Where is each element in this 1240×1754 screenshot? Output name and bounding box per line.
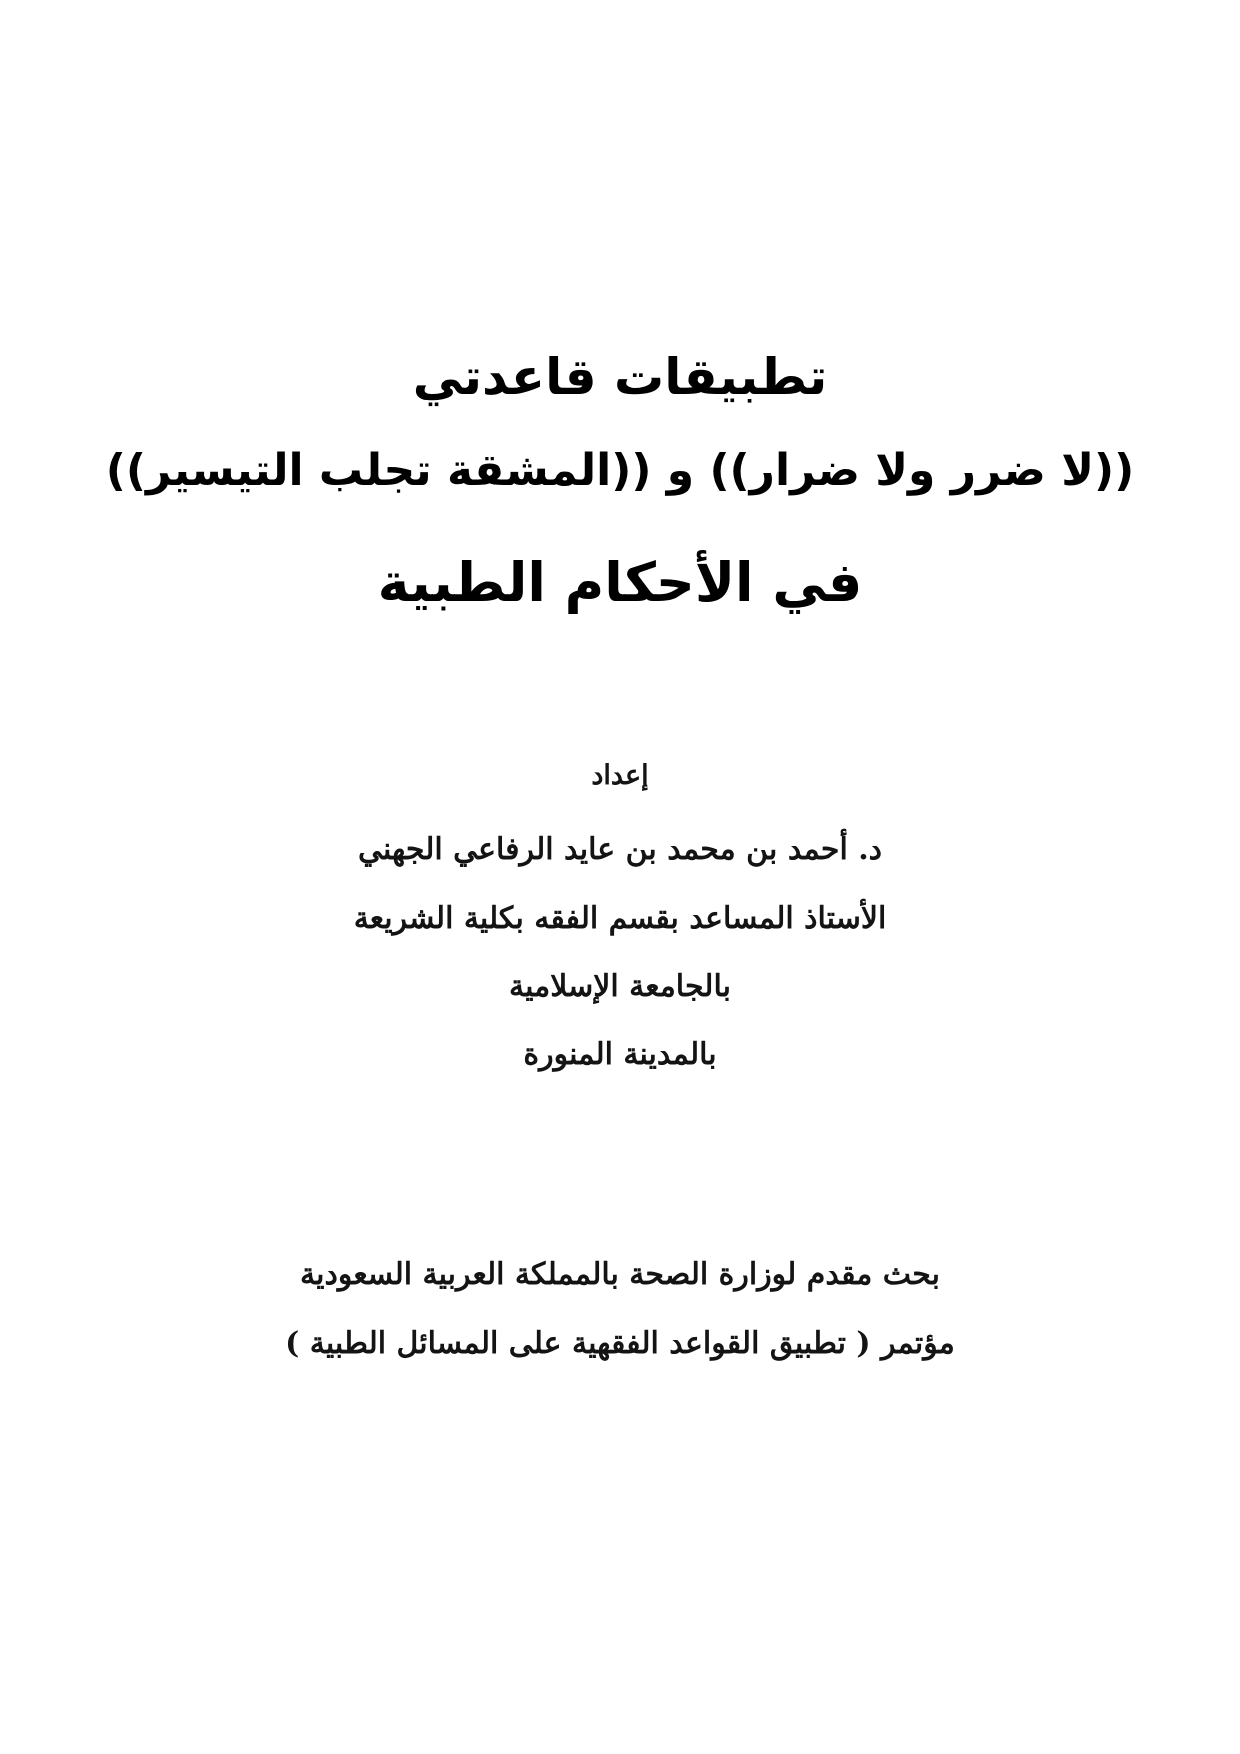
- title-line-2: ((لا ضرر ولا ضرار)) و ((المشقة تجلب التيسير)): [105, 445, 1135, 496]
- presentation-line-2: مؤتمر ( تطبيق القواعد الفقهية على المسائل الطبية ): [285, 1326, 955, 1361]
- prepared-by-label: إعداد: [591, 760, 649, 791]
- title-line-1: تطبيقات قاعدتي: [412, 348, 828, 406]
- author-position: الأستاذ المساعد بقسم الفقه بكلية الشريعة: [353, 901, 887, 936]
- presentation-line-1: بحث مقدم لوزارة الصحة بالمملكة العربية السعودية: [300, 1257, 940, 1292]
- author-name: د. أحمد بن محمد بن عايد الرفاعي الجهني: [357, 832, 883, 867]
- title-line-3: في الأحكام الطبية: [377, 551, 863, 614]
- author-university: بالجامعة الإسلامية: [509, 969, 731, 1004]
- author-city: بالمدينة المنورة: [523, 1037, 717, 1072]
